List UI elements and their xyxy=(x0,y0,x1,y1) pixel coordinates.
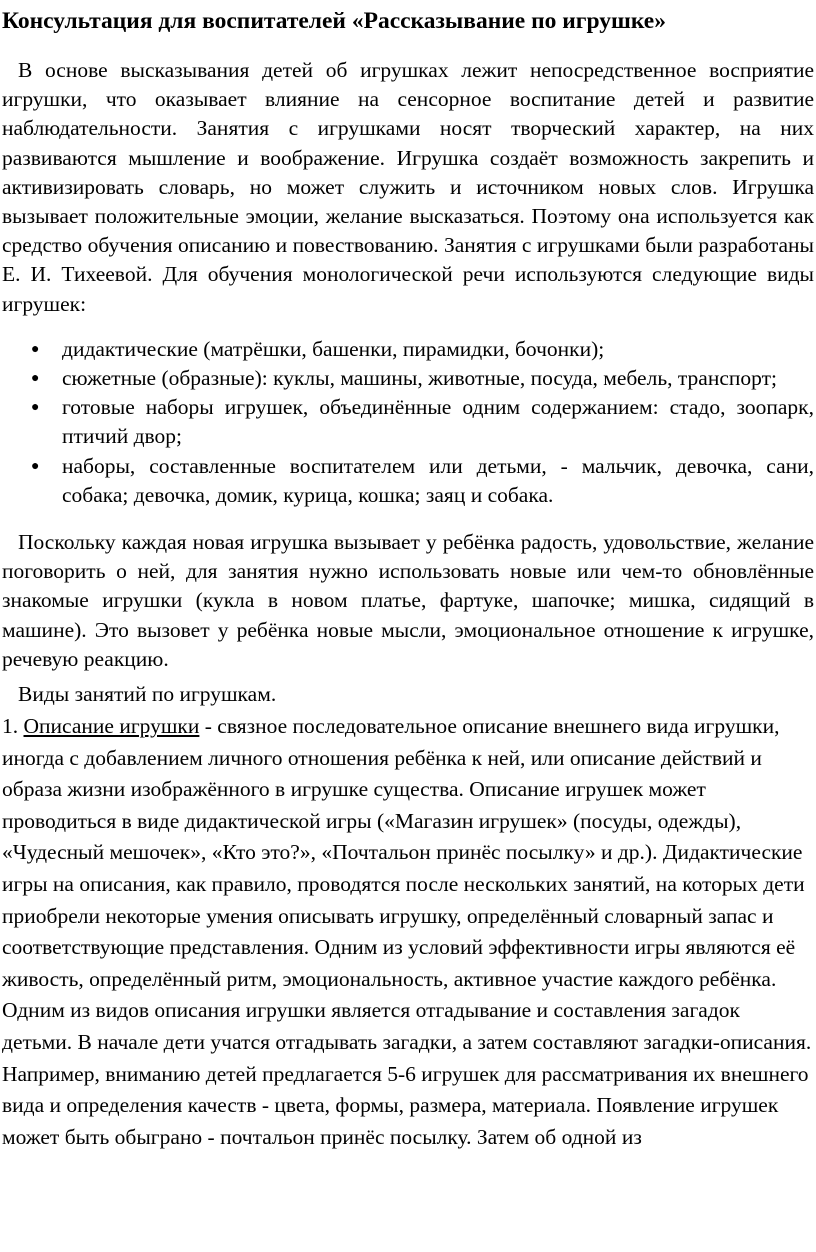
list-item-text: готовые наборы игрушек, объединённые одним содержанием: стадо, зоопарк, птичий двор; xyxy=(62,395,814,449)
section-text: - связное последовательное описание внешнего вида игрушки, иногда с добавлением личного отношения ребёнка к ней, или описание действий и образа жизни изображённого в игрушке существа. Описание игрушек может проводиться в виде дидактической игры («Магазин игрушек» (посуды, одежды), «Чудесный мешочек», «Кто это?», «Почтальон принёс посылку» и др.). Дидактические игры на описания, как правило, проводятся после нескольких занятий, на которых дети приобрели некоторые умения описывать игрушку, определённый словарный запас и соответствующие представления. Одним из условий эффективности игры являются её живость, определённый ритм, эмоциональность, активное участие каждого ребёнка. Одним из видов описания игрушки является отгадывание и составления загадок детьми. В начале дети учатся отгадывать загадки, а затем составляют загадки-описания. Например, вниманию детей предлагается 5-6 игрушек для рассматривания их внешнего вида и определения качеств - цвета, формы, размера, материала. Появление игрушек может быть обыграно - почтальон принёс посылку. Затем об одной из xyxy=(2,714,812,1149)
section-term: Описание игрушки xyxy=(23,714,200,739)
list-item-text: наборы, составленные воспитателем или детьми, - мальчик, девочка, сани, собака; девочка, домик, курица, кошка; заяц и собака. xyxy=(62,453,814,507)
list-item-text: сюжетные (образные): куклы, машины, животные, посуда, мебель, транспорт; xyxy=(62,366,777,391)
section-number: 1. xyxy=(2,714,19,739)
list-item xyxy=(2,364,814,393)
new-toys-paragraph: Поскольку каждая новая игрушка вызывает у ребёнка радость, удовольствие, желание поговорить о ней, для занятия нужно использовать новые или чем-то обновлённые знакомые игрушки (кукла в новом платье, фартуке, шапочке; мишка, сидящий в машине). Это вызовет у ребёнка новые мысли, эмоциональное отношение к игрушке, речевую реакцию. xyxy=(2,530,814,671)
toy-description-section xyxy=(2,711,814,1153)
bullet-icon: ● xyxy=(31,400,40,416)
bullet-icon: ● xyxy=(31,371,40,387)
document-title: Консультация для воспитателей «Рассказывание по игрушке» xyxy=(2,8,666,34)
list-item xyxy=(2,393,814,451)
toy-types-list xyxy=(2,335,814,510)
bullet-icon: ● xyxy=(31,458,40,474)
intro-paragraph: В основе высказывания детей об игрушках лежит непосредственное восприятие игрушки, что оказывает влияние на сенсорное воспитание детей и развитие наблюдательности. Занятия с игрушками носят творческий характер, на них развиваются мышление и воображение. Игрушка создаёт возможность закрепить и активизировать словарь, но может служить и источником новых слов. Игрушка вызывает положительные эмоции, желание высказаться. Поэтому она используется как средство обучения описанию и повествованию. Занятия с игрушками были разработаны Е. И. Тихеевой. Для обучения монологической речи используются следующие виды игрушек: xyxy=(2,58,814,316)
bullet-icon: ● xyxy=(31,341,40,357)
list-item xyxy=(2,335,814,364)
activity-types-heading: Виды занятий по игрушкам. xyxy=(18,682,277,707)
list-item-text: дидактические (матрёшки, башенки, пирамидки, бочонки); xyxy=(62,336,605,361)
list-item xyxy=(2,452,814,510)
